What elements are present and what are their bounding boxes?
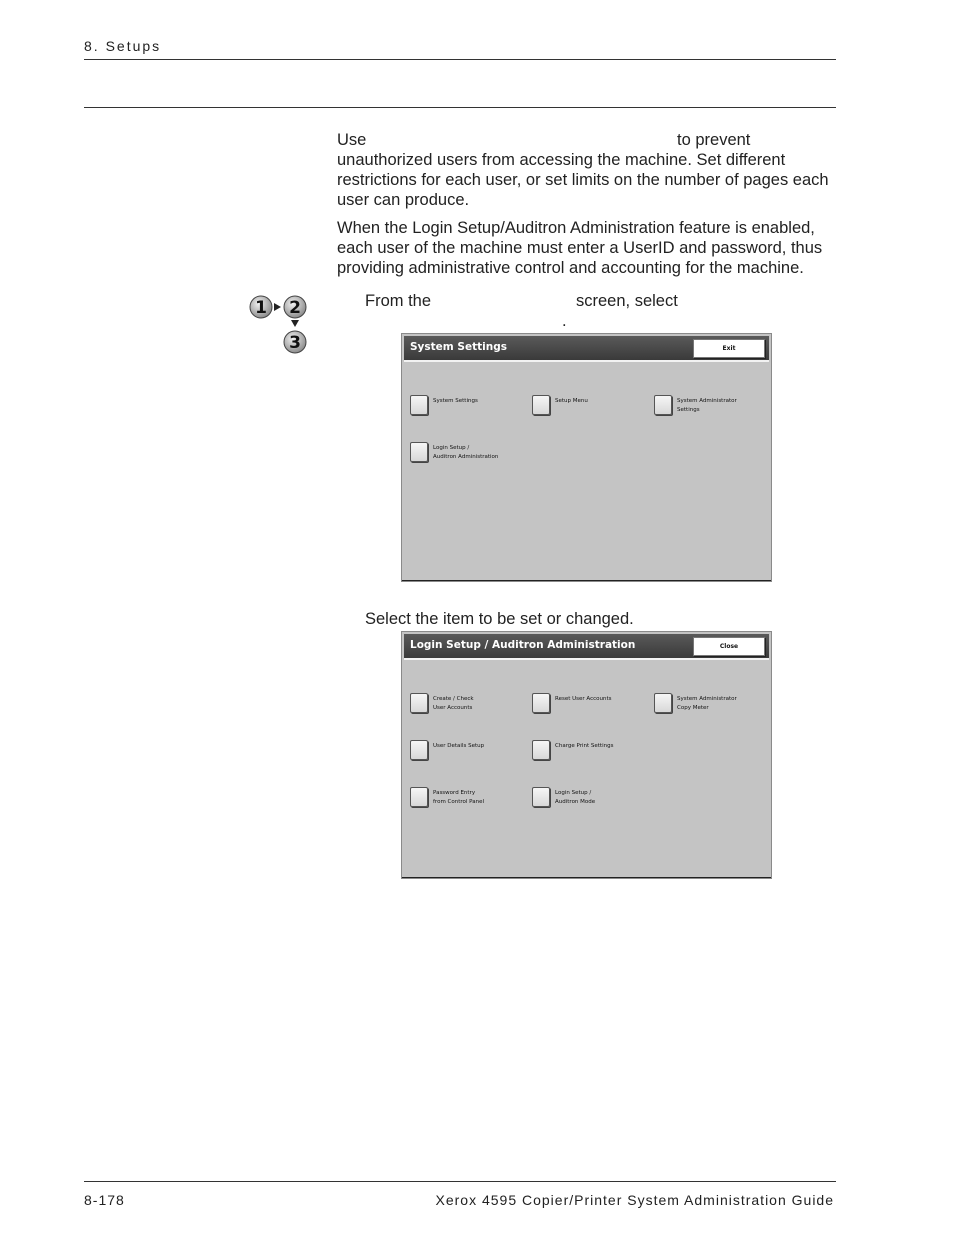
step-1-lead: From the: [365, 292, 432, 310]
intro-prevent-text: to prevent: [677, 131, 751, 149]
step-digit-3: 3: [289, 333, 301, 353]
option-label: Charge Print Settings: [555, 743, 614, 749]
option-label: System Settings: [433, 398, 478, 404]
step-sequence-icon: [248, 294, 310, 356]
intro-paragraph-1: unauthorized users from accessing the machine. Set different restrictions for each user, or set limits on the number of pages each user can produce.: [337, 151, 829, 209]
section-header: 8. Setups: [84, 38, 162, 54]
page-number: 8-178: [84, 1192, 125, 1208]
option-checkbox[interactable]: [532, 740, 550, 760]
close-button[interactable]: Close: [693, 637, 765, 656]
option-checkbox[interactable]: [532, 693, 550, 713]
option-label: Login Setup / Auditron Mode: [555, 790, 596, 805]
guide-title: Xerox 4595 Copier/Printer System Administration Guide: [435, 1192, 834, 1208]
login-setup-auditron-administration-option[interactable]: [410, 442, 525, 464]
option-label: Login Setup / Auditron Administration: [433, 445, 499, 460]
login-setup-auditron-screen: [401, 631, 772, 879]
step-2-text: Select the item to be set or changed.: [365, 610, 634, 628]
system-settings-option[interactable]: [410, 395, 525, 417]
login-setup-auditron-mode-option[interactable]: [532, 787, 647, 809]
option-checkbox[interactable]: [410, 740, 428, 760]
reset-user-accounts-option[interactable]: [532, 693, 647, 715]
system-settings-screen: [401, 333, 772, 582]
step-1-end: .: [562, 312, 567, 330]
create-check-user-accounts-option[interactable]: [410, 693, 525, 715]
option-label: Password Entry from Control Panel: [433, 790, 485, 805]
setup-menu-option[interactable]: [532, 395, 647, 417]
option-checkbox[interactable]: [654, 395, 672, 415]
charge-print-settings-option[interactable]: [532, 740, 647, 762]
option-label: User Details Setup: [433, 743, 485, 749]
option-label: Create / Check User Accounts: [433, 696, 474, 711]
footer-rule: [84, 1181, 836, 1182]
login-setup-title-bar: [404, 634, 769, 660]
step-digit-2: 2: [289, 298, 301, 318]
exit-button[interactable]: Exit: [693, 339, 765, 358]
option-checkbox[interactable]: [410, 787, 428, 807]
user-details-setup-option[interactable]: [410, 740, 525, 762]
system-settings-title-bar: [404, 336, 769, 362]
panel-bottom-edge: [402, 877, 771, 878]
option-label: Reset User Accounts: [555, 696, 612, 702]
login-setup-title: Login Setup / Auditron Administration: [410, 639, 636, 651]
section-divider: [84, 107, 836, 108]
intro-paragraph-1-line-1: [337, 130, 837, 150]
password-entry-option[interactable]: [410, 787, 525, 809]
option-checkbox[interactable]: [410, 395, 428, 415]
option-label: Setup Menu: [555, 398, 588, 404]
system-settings-title: System Settings: [410, 341, 507, 353]
system-administrator-settings-option[interactable]: [654, 395, 769, 417]
option-label: System Administrator Settings: [677, 398, 737, 413]
intro-use-text: Use: [337, 131, 367, 149]
option-checkbox[interactable]: [532, 787, 550, 807]
option-checkbox[interactable]: [654, 693, 672, 713]
step-1-mid: screen, select: [576, 292, 678, 310]
option-checkbox[interactable]: [532, 395, 550, 415]
option-label: System Administrator Copy Meter: [677, 696, 737, 711]
intro-paragraph-2: When the Login Setup/Auditron Administration feature is enabled, each user of the machine must enter a UserID and password, thus providing administrative control and accounting for the machine.: [337, 219, 823, 277]
step-digit-1: 1: [255, 298, 267, 318]
option-checkbox[interactable]: [410, 442, 428, 462]
panel-bottom-edge: [402, 580, 771, 581]
option-checkbox[interactable]: [410, 693, 428, 713]
system-administrator-copy-meter-option[interactable]: [654, 693, 769, 715]
header-rule: [84, 59, 836, 60]
